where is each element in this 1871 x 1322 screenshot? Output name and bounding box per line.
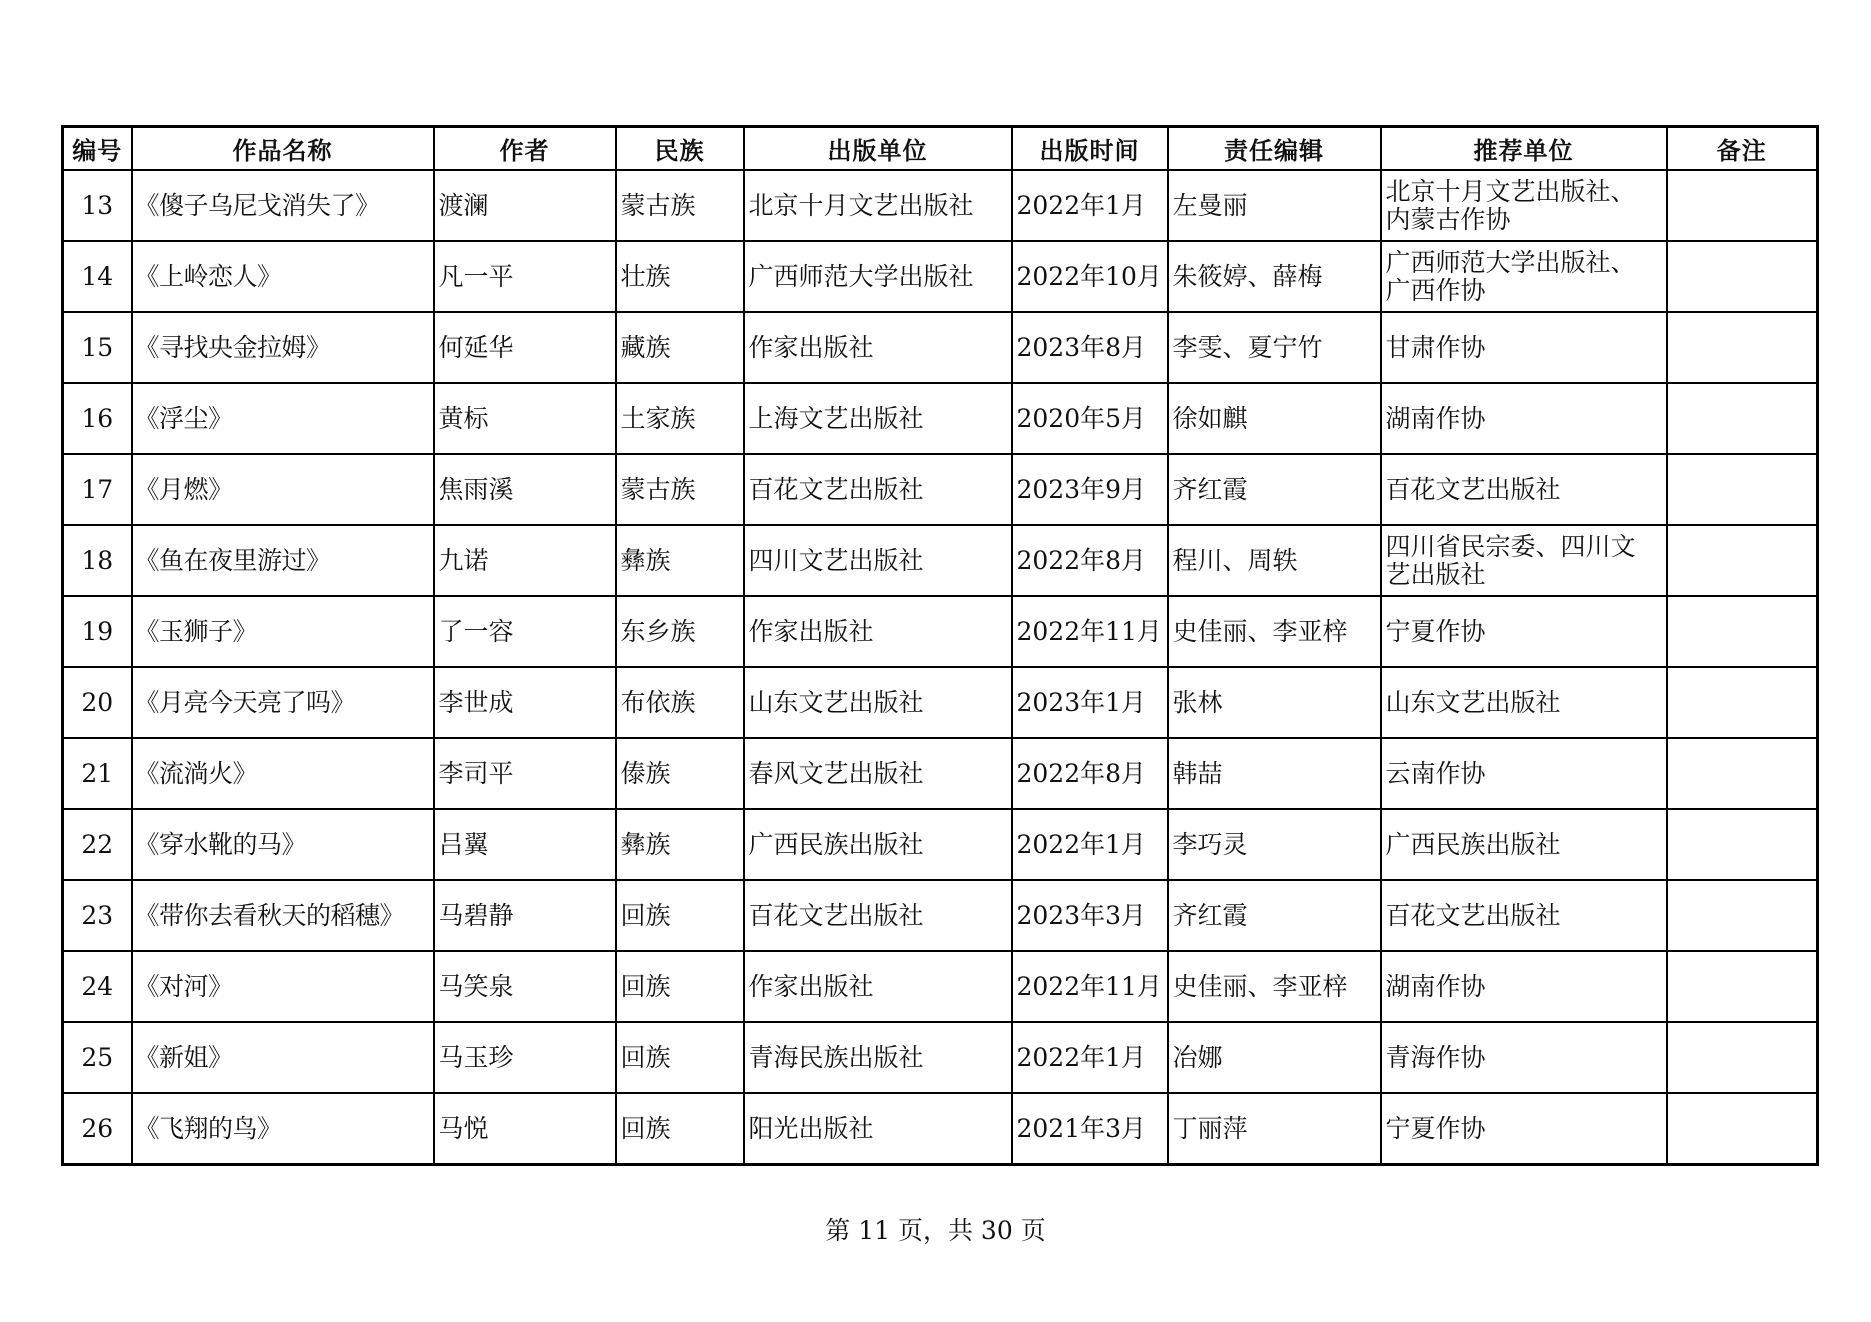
cell-remarks: [1667, 312, 1818, 383]
cell-publish-date: 2021年3月: [1012, 1093, 1168, 1165]
cell-author: 马碧静: [434, 880, 616, 951]
table-row: [63, 1093, 1818, 1165]
table-row: [63, 596, 1818, 667]
cell-ethnicity: 藏族: [616, 312, 744, 383]
cell-author: 黄标: [434, 383, 616, 454]
cell-ethnicity: 布依族: [616, 667, 744, 738]
header-author: 作者: [434, 127, 616, 171]
cell-number: 17: [63, 454, 132, 525]
page-footer: 第 11 页，共 30 页: [825, 1216, 1046, 1245]
table-row: [63, 809, 1818, 880]
cell-number: 18: [63, 525, 132, 596]
cell-remarks: [1667, 1093, 1818, 1165]
cell-remarks: [1667, 667, 1818, 738]
cell-title: 《寻找央金拉姆》: [132, 312, 434, 383]
cell-title: 《鱼在夜里游过》: [132, 525, 434, 596]
cell-number: 16: [63, 383, 132, 454]
cell-title: 《流淌火》: [132, 738, 434, 809]
header-title: 作品名称: [132, 127, 434, 171]
cell-title: 《带你去看秋天的稻穗》: [132, 880, 434, 951]
cell-title: 《穿水靴的马》: [132, 809, 434, 880]
cell-publisher: 上海文艺出版社: [744, 383, 1012, 454]
cell-remarks: [1667, 170, 1818, 241]
cell-author: 马玉珍: [434, 1022, 616, 1093]
cell-title: 《玉狮子》: [132, 596, 434, 667]
cell-author: 马笑泉: [434, 951, 616, 1022]
table-row: [63, 667, 1818, 738]
cell-publish-date: 2023年9月: [1012, 454, 1168, 525]
works-table: [61, 125, 1819, 1166]
cell-editor: 程川、周轶: [1168, 525, 1381, 596]
cell-ethnicity: 回族: [616, 880, 744, 951]
cell-recommender: 甘肃作协: [1381, 312, 1667, 383]
cell-author: 了一容: [434, 596, 616, 667]
cell-author: 吕翼: [434, 809, 616, 880]
cell-title: 《月燃》: [132, 454, 434, 525]
cell-ethnicity: 蒙古族: [616, 170, 744, 241]
cell-editor: 史佳丽、李亚梓: [1168, 596, 1381, 667]
cell-ethnicity: 回族: [616, 1022, 744, 1093]
cell-remarks: [1667, 809, 1818, 880]
table-row: [63, 880, 1818, 951]
cell-publish-date: 2022年1月: [1012, 170, 1168, 241]
cell-ethnicity: 彝族: [616, 809, 744, 880]
cell-author: 马悦: [434, 1093, 616, 1165]
cell-title: 《新姐》: [132, 1022, 434, 1093]
table-row: [63, 454, 1818, 525]
cell-recommender: 百花文艺出版社: [1381, 454, 1667, 525]
cell-remarks: [1667, 1022, 1818, 1093]
cell-publisher: 作家出版社: [744, 951, 1012, 1022]
cell-editor: 徐如麒: [1168, 383, 1381, 454]
header-remarks: 备注: [1667, 127, 1818, 171]
header-ethnicity: 民族: [616, 127, 744, 171]
cell-publisher: 阳光出版社: [744, 1093, 1012, 1165]
cell-publish-date: 2022年11月: [1012, 596, 1168, 667]
cell-editor: 齐红霞: [1168, 880, 1381, 951]
cell-publisher: 广西民族出版社: [744, 809, 1012, 880]
cell-publish-date: 2022年1月: [1012, 1022, 1168, 1093]
cell-publish-date: 2022年10月: [1012, 241, 1168, 312]
cell-remarks: [1667, 880, 1818, 951]
cell-publisher: 北京十月文艺出版社: [744, 170, 1012, 241]
cell-publish-date: 2023年1月: [1012, 667, 1168, 738]
cell-recommender: 四川省民宗委、四川文艺出版社: [1381, 525, 1667, 596]
cell-number: 21: [63, 738, 132, 809]
cell-editor: 朱筱婷、薛梅: [1168, 241, 1381, 312]
cell-remarks: [1667, 454, 1818, 525]
cell-publisher: 广西师范大学出版社: [744, 241, 1012, 312]
table-row: [63, 383, 1818, 454]
cell-ethnicity: 土家族: [616, 383, 744, 454]
cell-remarks: [1667, 241, 1818, 312]
cell-number: 23: [63, 880, 132, 951]
table-row: [63, 525, 1818, 596]
cell-number: 24: [63, 951, 132, 1022]
cell-editor: 齐红霞: [1168, 454, 1381, 525]
cell-recommender: 宁夏作协: [1381, 596, 1667, 667]
cell-title: 《浮尘》: [132, 383, 434, 454]
cell-remarks: [1667, 383, 1818, 454]
cell-publish-date: 2022年1月: [1012, 809, 1168, 880]
cell-ethnicity: 彝族: [616, 525, 744, 596]
cell-editor: 左曼丽: [1168, 170, 1381, 241]
cell-recommender: 百花文艺出版社: [1381, 880, 1667, 951]
cell-author: 凡一平: [434, 241, 616, 312]
cell-recommender: 广西师范大学出版社、广西作协: [1381, 241, 1667, 312]
cell-author: 李司平: [434, 738, 616, 809]
cell-publisher: 作家出版社: [744, 312, 1012, 383]
cell-ethnicity: 回族: [616, 1093, 744, 1165]
table-row: [63, 1022, 1818, 1093]
cell-publish-date: 2023年8月: [1012, 312, 1168, 383]
cell-publish-date: 2020年5月: [1012, 383, 1168, 454]
table-row: [63, 738, 1818, 809]
cell-author: 李世成: [434, 667, 616, 738]
cell-publish-date: 2022年8月: [1012, 738, 1168, 809]
cell-recommender: 青海作协: [1381, 1022, 1667, 1093]
header-publish-date: 出版时间: [1012, 127, 1168, 171]
cell-title: 《飞翔的鸟》: [132, 1093, 434, 1165]
cell-author: 何延华: [434, 312, 616, 383]
cell-recommender: 湖南作协: [1381, 383, 1667, 454]
cell-recommender: 云南作协: [1381, 738, 1667, 809]
table-body: [63, 170, 1818, 1165]
cell-editor: 李巧灵: [1168, 809, 1381, 880]
cell-publish-date: 2022年8月: [1012, 525, 1168, 596]
cell-publisher: 百花文艺出版社: [744, 880, 1012, 951]
cell-recommender: 广西民族出版社: [1381, 809, 1667, 880]
header-editor: 责任编辑: [1168, 127, 1381, 171]
cell-editor: 史佳丽、李亚梓: [1168, 951, 1381, 1022]
cell-remarks: [1667, 951, 1818, 1022]
cell-title: 《上岭恋人》: [132, 241, 434, 312]
cell-editor: 李雯、夏宁竹: [1168, 312, 1381, 383]
table-header-row: [63, 127, 1818, 171]
cell-ethnicity: 壮族: [616, 241, 744, 312]
header-number: 编号: [63, 127, 132, 171]
cell-title: 《对河》: [132, 951, 434, 1022]
header-publisher: 出版单位: [744, 127, 1012, 171]
cell-publisher: 四川文艺出版社: [744, 525, 1012, 596]
cell-author: 焦雨溪: [434, 454, 616, 525]
cell-title: 《月亮今天亮了吗》: [132, 667, 434, 738]
cell-number: 15: [63, 312, 132, 383]
cell-number: 22: [63, 809, 132, 880]
table-row: [63, 312, 1818, 383]
cell-editor: 韩喆: [1168, 738, 1381, 809]
cell-ethnicity: 回族: [616, 951, 744, 1022]
table-row: [63, 951, 1818, 1022]
cell-number: 25: [63, 1022, 132, 1093]
cell-ethnicity: 蒙古族: [616, 454, 744, 525]
cell-number: 14: [63, 241, 132, 312]
cell-remarks: [1667, 738, 1818, 809]
cell-number: 19: [63, 596, 132, 667]
cell-publisher: 作家出版社: [744, 596, 1012, 667]
cell-remarks: [1667, 596, 1818, 667]
cell-title: 《傻子乌尼戈消失了》: [132, 170, 434, 241]
cell-recommender: 宁夏作协: [1381, 1093, 1667, 1165]
cell-editor: 冶娜: [1168, 1022, 1381, 1093]
cell-ethnicity: 傣族: [616, 738, 744, 809]
cell-ethnicity: 东乡族: [616, 596, 744, 667]
table-row: [63, 241, 1818, 312]
cell-publisher: 山东文艺出版社: [744, 667, 1012, 738]
cell-publish-date: 2023年3月: [1012, 880, 1168, 951]
cell-recommender: 北京十月文艺出版社、内蒙古作协: [1381, 170, 1667, 241]
cell-publisher: 百花文艺出版社: [744, 454, 1012, 525]
cell-number: 20: [63, 667, 132, 738]
cell-author: 九诺: [434, 525, 616, 596]
cell-number: 13: [63, 170, 132, 241]
cell-number: 26: [63, 1093, 132, 1165]
cell-author: 渡澜: [434, 170, 616, 241]
cell-editor: 丁丽萍: [1168, 1093, 1381, 1165]
cell-recommender: 湖南作协: [1381, 951, 1667, 1022]
cell-remarks: [1667, 525, 1818, 596]
cell-recommender: 山东文艺出版社: [1381, 667, 1667, 738]
table-row: [63, 170, 1818, 241]
cell-publisher: 青海民族出版社: [744, 1022, 1012, 1093]
header-recommender: 推荐单位: [1381, 127, 1667, 171]
cell-editor: 张林: [1168, 667, 1381, 738]
cell-publisher: 春风文艺出版社: [744, 738, 1012, 809]
cell-publish-date: 2022年11月: [1012, 951, 1168, 1022]
